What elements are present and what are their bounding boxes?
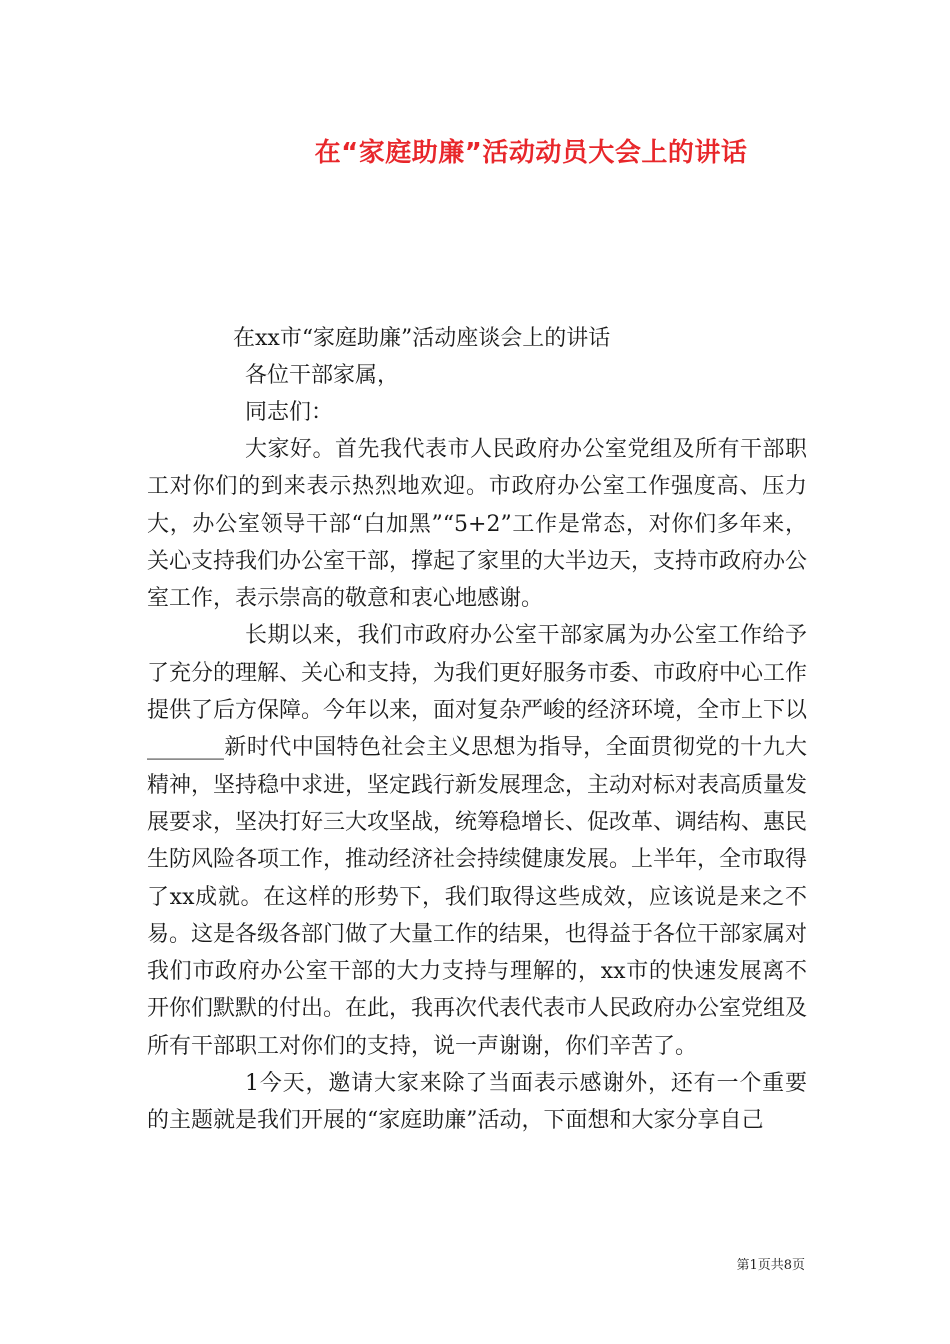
paragraph-welcome: 大家好。首先我代表市人民政府办公室党组及所有干部职工对你们的到来表示热烈地欢迎。市政府办公室工作强度高、压力大，办公室领导干部“白加黑”“5+2”工作是常态，对你们多年来，关心支持我们办公室干部，撑起了家里的大半边天，支持市政府办公室工作，表示崇高的敬意和衷心地感谢。	[147, 437, 808, 612]
paragraph-topic: 1今天，邀请大家来除了当面表示感谢外，还有一个重要的主题就是我们开展的“家庭助廉”活动，下面想和大家分享自己	[147, 1071, 807, 1134]
salutation-family: 各位干部家属，	[245, 363, 400, 388]
paragraph-support: 长期以来，我们市政府办公室干部家属为办公室工作给予了充分的理解、关心和支持，为我们更好服务市委、市政府中心工作提供了后方保障。今年以来，面对复杂严峻的经济环境，全市上下以_______新时代中国特色社会主义思想为指导，全面贯彻党的十九大精神，坚持稳中求进，坚定践行新发展理念，主动对标对表高质量发展要求，坚决打好三大攻坚战，统筹稳增长、促改革、调结构、惠民生防风险各项工作，推动经济社会持续健康发展。上半年，全市取得了xx成就。在这样的形势下，我们取得这些成效，应该说是来之不易。这是各级各部门做了大量工作的结果，也得益于各位干部家属对我们市政府办公室干部的大力支持与理解的，xx市的快速发展离不开你们默默的付出。在此，我再次代表代表市人民政府办公室党组及所有干部职工对你们的支持，说一声谢谢，你们辛苦了。	[147, 623, 808, 1059]
document-title: 在“家庭助廉”活动动员大会上的讲话	[314, 138, 748, 168]
document-subtitle: 在xx市“家庭助廉”活动座谈会上的讲话	[233, 326, 611, 351]
page-number-footer: 第1页共8页	[736, 1258, 805, 1273]
document-body	[147, 431, 807, 1140]
salutation-comrades: 同志们：	[245, 400, 334, 425]
